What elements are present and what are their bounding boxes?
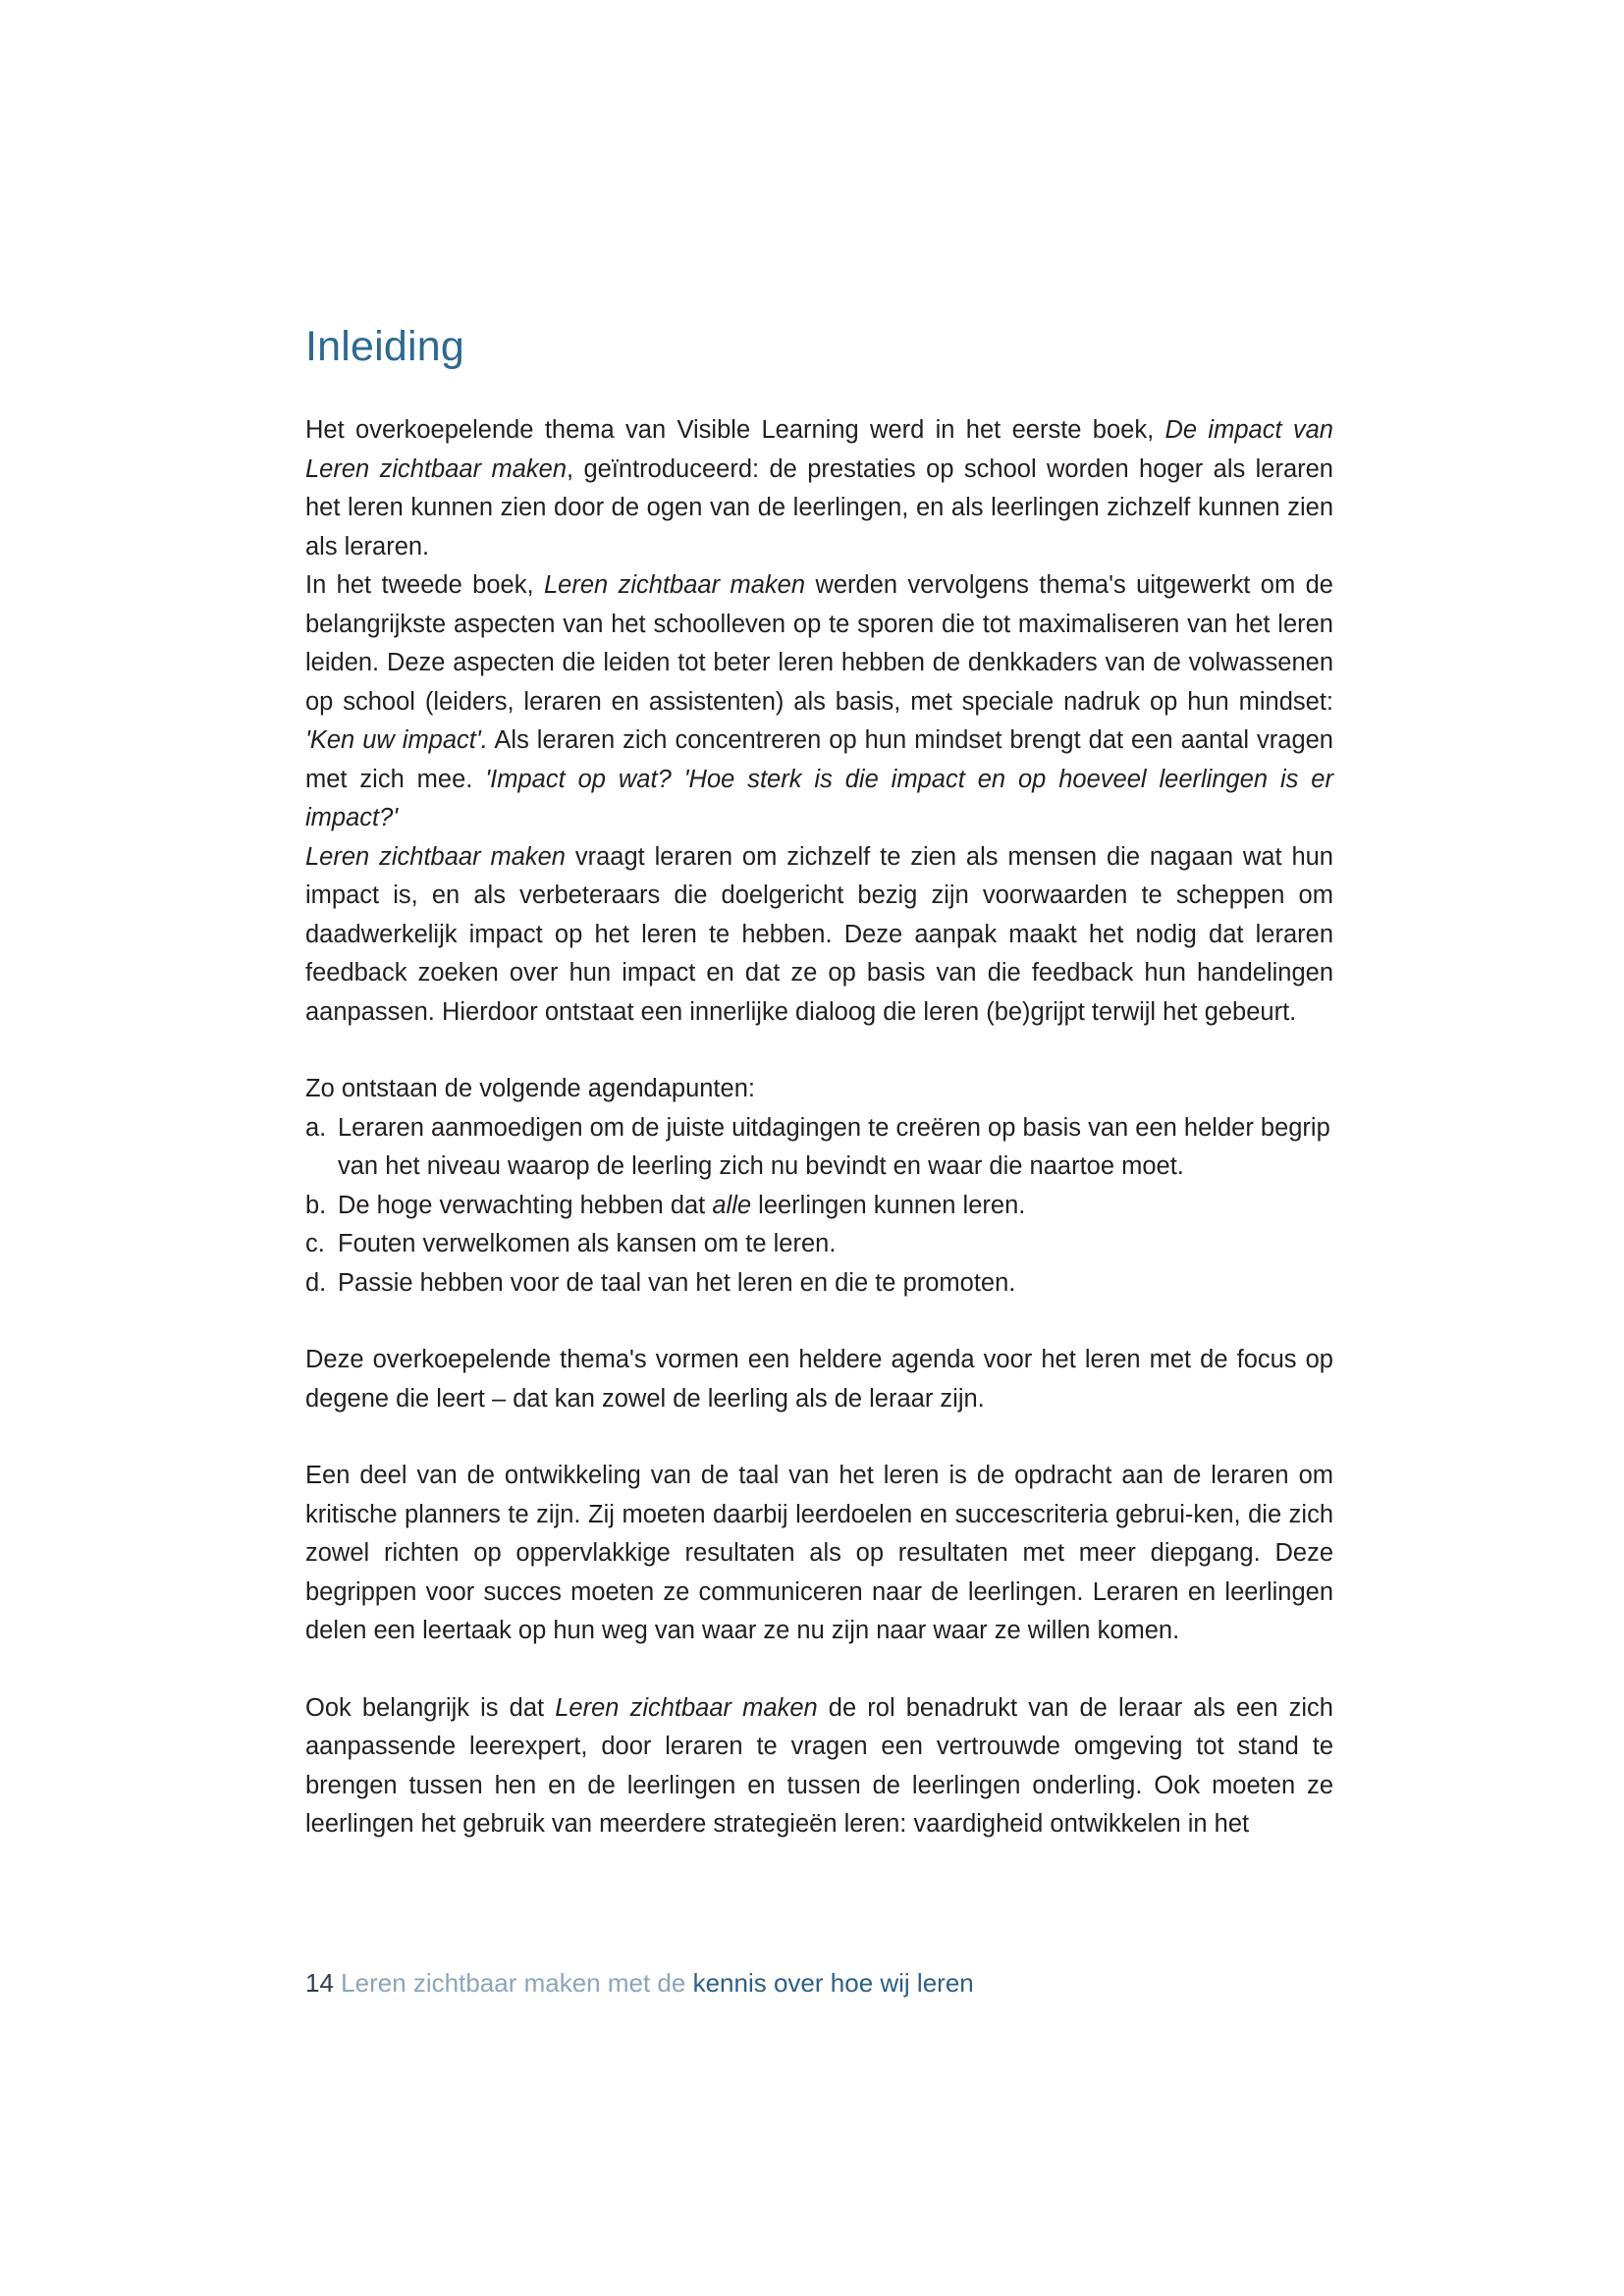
list-item	[305, 1225, 1333, 1264]
list-item-marker: a.	[305, 1113, 327, 1142]
paragraph-2-italic-book-title-1: Leren zichtbaar maken	[543, 571, 806, 600]
list-item-text-a: Leraren aanmoedigen om de juiste uitdagingen te creëren op basis van een helder begrip van het niveau waarop de leerling zich nu bevindt en waar die naartoe moet.	[338, 1113, 1330, 1181]
list-item-marker: c.	[305, 1230, 325, 1258]
list-item-text-a: De hoge verwachting hebben dat	[338, 1191, 713, 1219]
paragraph-6	[305, 1689, 1333, 1844]
page-content	[305, 324, 1333, 1844]
list-item-text-a: Fouten verwelkomen als kansen om te leren.	[338, 1230, 837, 1258]
paragraph-1	[305, 411, 1333, 566]
paragraph-6-italic-book-title-1: Leren zichtbaar maken	[555, 1693, 818, 1722]
paragraph-2-italic-quote-2: 'Impact op wat? 'Hoe sterk is die impact en op hoeveel leerlingen is er impact?'	[305, 765, 1333, 832]
list-item	[305, 1109, 1333, 1187]
footer-sub-title: kennis over hoe wij leren	[692, 1968, 974, 1998]
paragraph-3-italic-book-title-1: Leren zichtbaar maken	[305, 842, 566, 871]
list-item-marker: d.	[305, 1268, 327, 1297]
paragraph-6-text-b: de rol benadrukt van de leraar als een zich aanpassende leerexpert, door leraren te vragen een vertrouwde omgeving tot stand te brengen tussen hen en de leerlingen en tussen de leerlingen onderling. Ook moeten ze leerlingen het gebruik van meerdere strategieën leren: vaardigheid ontwikkelen in het	[305, 1693, 1333, 1839]
paragraph-1-text-a: Het overkoepelende thema van Visible Learning werd in het eerste boek,	[305, 416, 1165, 445]
paragraph-1-italic-book-title-1: De impact van Leren zichtbaar maken	[305, 416, 1333, 483]
paragraph-3	[305, 838, 1333, 1033]
paragraph-5: Een deel van de ontwikkeling van de taal van het leren is de opdracht aan de leraren om kritische planners te zijn. Zij moeten daarbij leerdoelen en succescriteria gebrui-ken, die zich zowel richten op oppervlakkige resultaten als op resultaten met meer diepgang. Deze begrippen voor succes moeten ze communiceren naar de leerlingen. Leraren en leerlingen delen een leertaak op hun weg van waar ze nu zijn naar waar ze willen komen.	[305, 1462, 1333, 1645]
paragraph-2-italic-quote-1: 'Ken uw impact'.	[305, 726, 488, 755]
paragraph-4: Deze overkoepelende thema's vormen een heldere agenda voor het leren met de focus op degene die leert – dat kan zowel de leerling als de leraar zijn.	[305, 1346, 1333, 1413]
page-number: 14	[305, 1968, 334, 1998]
list-item-text-a: Passie hebben voor de taal van het leren en die te promoten.	[338, 1268, 1016, 1297]
paragraph-6-text-a: Ook belangrijk is dat	[305, 1693, 556, 1722]
footer-space-2	[685, 1968, 692, 1998]
list-item-text-b: leerlingen kunnen leren.	[751, 1191, 1026, 1219]
paragraph-1-text-b: , geïntroduceerd: de prestaties op school worden hoger als leraren het leren kunnen zien door de ogen van de leerlingen, en als leerlingen zichzelf kunnen zien als leraren.	[305, 454, 1333, 561]
agenda-intro-line: Zo ontstaan de volgende agendapunten:	[305, 1075, 755, 1103]
list-item	[305, 1264, 1333, 1304]
page-title: Inleiding	[305, 323, 464, 370]
paragraph-2	[305, 566, 1333, 838]
footer-book-title: Leren zichtbaar maken met de	[341, 1968, 686, 1998]
paragraph-2-text-a: In het tweede boek,	[305, 571, 544, 600]
paragraph-2-text-c: Als leraren zich concentreren op hun mindset brengt dat een aantal vragen met zich mee.	[305, 726, 1333, 793]
list-item-italic: alle	[712, 1191, 752, 1219]
paragraph-2-text-b: werden vervolgens thema's uitgewerkt om de belangrijkste aspecten van het schoolleven op te sporen die tot maximaliseren van het leren leiden. Deze aspecten die leiden tot beter leren hebben de denkkaders van de volwassenen op school (leiders, leraren en assistenten) als basis, met speciale nadruk op hun mindset:	[305, 571, 1333, 716]
paragraph-3-text-a: vraagt leraren om zichzelf te zien als mensen die nagaan wat hun impact is, en als verbeteraars die doelgericht bezig zijn voorwaarden te scheppen om daadwerkelijk impact op het leren te hebben. Deze aanpak maakt het nodig dat leraren feedback zoeken over hun impact en dat ze op basis van die feedback hun handelingen aanpassen. Hierdoor ontstaat een innerlijke dialoog die leren (be)grijpt terwijl het gebeurt.	[305, 842, 1333, 1026]
page-footer	[305, 1966, 1385, 2000]
list-item	[305, 1187, 1333, 1226]
list-item-marker: b.	[305, 1191, 327, 1219]
agenda-list	[305, 1109, 1333, 1304]
